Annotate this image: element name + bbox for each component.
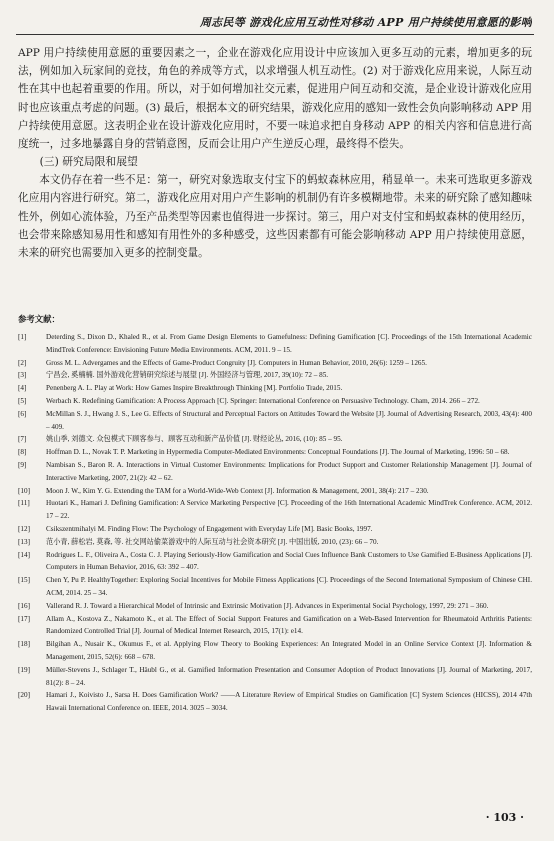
reference-number: [1] [18, 333, 27, 341]
reference-item [18, 357, 532, 370]
reference-number: [5] [18, 396, 27, 405]
reference-item [18, 408, 532, 434]
reference-number: [10] [18, 486, 30, 495]
reference-text: 姚山季, 刘德文. 众包模式下顾客参与、顾客互动和新产品价值 [J]. 财经论丛, 2016, (10): 85 – 95. [46, 435, 343, 444]
reference-number: [4] [18, 384, 27, 393]
reference-text: Hoffman D. L., Novak T. P. Marketing in Hypermedia Computer-Mediated Environments: Conceptual Foundations [J]. The Journal of Marketing, 1996: 50 – 68. [46, 448, 510, 457]
body-text [18, 44, 532, 262]
reference-number: [9] [18, 460, 27, 469]
references-list [18, 331, 532, 715]
reference-number: [20] [18, 691, 30, 700]
reference-item [18, 664, 532, 690]
reference-number: [3] [18, 371, 27, 380]
reference-text: 范小青, 薛松岩, 莫森, 等. 社交网站偷菜游戏中的人际互动与社会资本研究 [J]. 中国出版, 2010, (23): 66 – 70. [46, 537, 379, 546]
reference-item [18, 459, 532, 485]
reference-text: Deterding S., Dixon D., Khaled R., et al. From Game Design Elements to Gamefulness: Defining Gamification [C]. Proceedings of the 15th International Academic MindTrek Conference: Envisioning Future Media Environments. ACM, 2011. 9 – 15. [46, 333, 532, 354]
reference-text: Rodrigues L. F., Oliveira A., Costa C. J. Playing Seriously-How Gamification and Social Cues Influence Bank Customers to Use Gamified E-Business Applications [J]. Computers in Human Behavior, 2016, 63: 392 – 407. [46, 550, 532, 572]
reference-item [18, 446, 532, 459]
reference-item [18, 536, 532, 549]
reference-text: Allam A., Kostova Z., Nakamoto K., et al. The Effect of Social Support Features and Gamification on a Web-Based Intervention for Rheumatoid Arthritis Patients: Randomized Controlled Trial [J]. Journal of Medical Internet Research, 2015, 17(1): e14. [46, 614, 532, 636]
header-rule [16, 34, 534, 35]
reference-text: Bilgihan A., Nusair K., Okumus F., et al. Applying Flow Theory to Booking Experiences: An Integrated Model in an Online Service Context [J]. Information & Management, 2015, 52(6): 668 – 678. [46, 640, 532, 661]
reference-item [18, 549, 532, 575]
reference-number: [13] [18, 537, 30, 546]
reference-number: [15] [18, 576, 30, 585]
reference-number: [16] [18, 601, 30, 610]
reference-text: Nambisan S., Baron R. A. Interactions in Virtual Customer Environments: Implications for Product Support and Customer Relationship Management [J]. Journal of Interactive Marketing, 2007, 21(2): 42 – 62. [46, 460, 532, 482]
body-paragraph: APP 用户持续使用意愿的重要因素之一，企业在游戏化应用设计中应该加入更多互动的元素，增加更多的玩法，例如加入玩家间的竞技，角色的养成等方式，以求增强人机互动性。(2) 对于游戏化应用来说，人际互动性在其中也起着重要的作用。所以，对于如何增加社交元素，促进用户间互动和交流，是企业设计游戏化应用时也应该重点考虑的问题。(3) 最后，根据本文的研究结果，游戏化应用的感知一致性会负向影响移动 APP 用户持续使用意愿。这表明企业在设计游戏化应用时，不要一味追求把自身移动 APP 的相关内容和信息进行高度统一，过多地暴露自身的营销意图，反而会让用户产生逆反心理，最终得不偿失。 [18, 47, 532, 151]
reference-number: [7] [18, 435, 27, 444]
reference-item [18, 382, 532, 395]
reference-item [18, 485, 532, 498]
reference-number: [11] [18, 499, 30, 508]
reference-text: Moon J. W., Kim Y. G. Extending the TAM for a World-Wide-Web Context [J]. Information & Management, 2001, 38(4): 217 – 230. [46, 486, 429, 495]
reference-number: [17] [18, 614, 30, 623]
reference-text: Gross M. L. Advergames and the Effects of Game-Product Congruity [J]. Computers in Human Behavior, 2010, 26(6): 1259 – 1265. [46, 358, 427, 367]
reference-number: [8] [18, 448, 27, 457]
reference-number: [19] [18, 665, 30, 674]
running-header: 周志民等 游戏化应用互动性对移动 APP 用户持续使用意愿的影响 [199, 16, 532, 29]
reference-text: Huotari K., Hamari J. Defining Gamification: A Service Marketing Perspective [C]. Proceeding of the 16th International Academic MindTrek Conference. ACM, 2012. 17 – 22. [46, 499, 532, 521]
reference-item [18, 523, 532, 536]
reference-item [18, 497, 532, 523]
reference-item [18, 574, 532, 600]
reference-item [18, 331, 532, 357]
reference-item [18, 600, 532, 613]
reference-item [18, 638, 532, 664]
reference-text: McMillan S. J., Hwang J. S., Lee G. Effects of Structural and Perceptual Factors on Attitudes Toward the Website [J]. Journal of Advertising Research, 2003, 43(4): 400 – 409. [46, 409, 532, 431]
reference-text: Penenberg A. L. Play at Work: How Games Inspire Breakthrough Thinking [M]. Portfolio Trade, 2015. [46, 384, 343, 393]
reference-item [18, 613, 532, 639]
references-title: 参考文献： [18, 314, 60, 324]
reference-number: [6] [18, 409, 27, 418]
reference-text: Werbach K. Redefining Gamification: A Process Approach [C]. Springer: International Conference on Persuasive Technology. Cham, 2014. 266 – 272. [46, 396, 480, 405]
reference-text: Csikszentmihalyi M. Finding Flow: The Psychology of Engagement with Everyday Life [M]. Basic Books, 1997. [46, 524, 373, 533]
reference-text: Hamari J., Koivisto J., Sarsa H. Does Gamification Work? ——A Literature Review of Empirical Studies on Gamification [C] System Sciences (HICSS), 2014 47th Hawaii International Conference on. IEEE, 2014. 3025 – 3034. [46, 691, 532, 713]
reference-text: Vallerand R. J. Toward a Hierarchical Model of Intrinsic and Extrinsic Motivation [J]. Advances in Experimental Social Psychology, 1997, 29: 271 – 360. [46, 601, 489, 610]
reference-item [18, 395, 532, 408]
section-heading: (三) 研究局限和展望 [39, 155, 138, 169]
reference-text: 宁昌会, 奚楠楠. 国外游戏化营销研究综述与展望 [J]. 外国经济与管理, 2017, 39(10): 72 – 85. [46, 371, 329, 380]
reference-number: [2] [18, 358, 27, 367]
reference-number: [12] [18, 524, 30, 533]
reference-text: Chen Y, Pu P. HealthyTogether: Exploring Social Incentives for Mobile Fitness Applications [C]. Proceedings of the Second International Symposium of Chinese CHI. ACM, 2014. 25 – 34. [46, 576, 532, 597]
reference-item [18, 433, 532, 446]
reference-item [18, 689, 532, 715]
reference-text: Müller-Stevens J., Schlager T., Häubl G., et al. Gamified Information Presentation and Consumer Adoption of Product Innovations [J]. Journal of Marketing, 2017, 81(2): 8 – 24. [46, 665, 532, 687]
reference-number: [18] [18, 640, 30, 649]
reference-number: [14] [18, 550, 30, 559]
page-number: · 103 · [485, 811, 524, 824]
limitations-paragraph: 本文仍存在着一些不足：第一，研究对象选取支付宝下的蚂蚁森林应用，稍显单一。未来可选取更多游戏化应用内容进行研究。第二，游戏化应用对用户产生影响的机制仍有许多模糊地带。未来的研究除了感知趣味性外，例如心流体验，乃至产品类型等因素也值得进一步探讨。第三，用户对支付宝和蚂蚁森林的使用经历，也会带来除感知易用性和感知有用性外的多种感受，这些因素都有可能会影响移动 APP 用户持续使用意愿，未来的研究也需要加入更多的控制变量。 [18, 174, 532, 260]
reference-item [18, 369, 532, 382]
